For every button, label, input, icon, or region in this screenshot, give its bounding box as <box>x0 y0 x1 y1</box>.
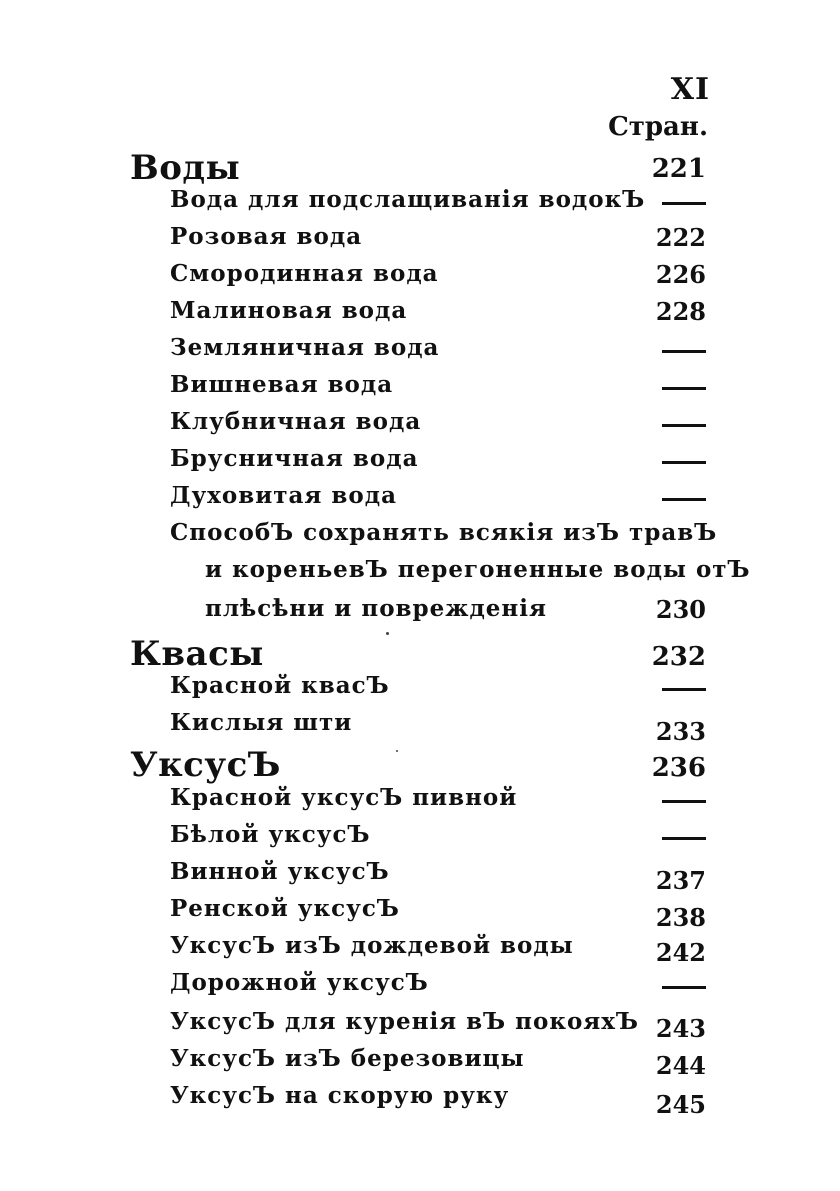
entry-page: 222 <box>655 223 706 252</box>
ditto-dash <box>662 688 706 691</box>
entry-label: СпособЪ сохранять всякія изЪ травЪ <box>170 519 718 546</box>
entry-label: Дорожной уксусЪ <box>170 969 429 996</box>
toc-entry <box>0 186 840 220</box>
entry-label: плѣсѣни и поврежденія <box>205 595 547 622</box>
entry-page: 226 <box>655 260 706 289</box>
entry-page: 238 <box>655 903 706 932</box>
entry-page: 244 <box>655 1051 706 1080</box>
entry-label: Земляничная вода <box>170 334 440 361</box>
ditto-dash <box>662 387 706 390</box>
toc-section-kvasy <box>0 634 840 674</box>
toc-entry <box>0 672 840 706</box>
toc-entry <box>0 821 840 855</box>
section-title: УксусЪ <box>130 745 281 785</box>
entry-page: 242 <box>655 938 706 967</box>
toc-entry-continuation <box>0 556 840 590</box>
toc-entry <box>0 223 840 257</box>
toc-entry <box>0 1008 840 1042</box>
entry-label: Духовитая вода <box>170 482 397 509</box>
toc-entry <box>0 260 840 294</box>
toc-entry <box>0 371 840 405</box>
toc-section-uksus <box>0 745 840 785</box>
toc-entry <box>0 445 840 479</box>
toc-section-vody <box>0 148 840 188</box>
toc-entry <box>0 408 840 442</box>
entry-label: Вода для подслащиванія водокЪ <box>170 186 646 213</box>
entry-label: Красной уксусЪ пивной <box>170 784 518 811</box>
entry-label: УксусЪ для куренія вЪ покояхЪ <box>170 1008 639 1035</box>
entry-label: УксусЪ изЪ дождевой воды <box>170 932 574 959</box>
entry-page: 245 <box>655 1090 706 1119</box>
entry-label: Брусничная вода <box>170 445 419 472</box>
toc-entry <box>0 1045 840 1079</box>
paper-speck <box>386 632 389 635</box>
ditto-dash <box>662 498 706 501</box>
section-title: Воды <box>130 148 241 188</box>
toc-entry-continuation <box>0 595 840 629</box>
toc-entry-multiline <box>0 519 840 553</box>
ditto-dash <box>662 986 706 989</box>
section-page: 236 <box>651 753 706 783</box>
ditto-dash <box>662 424 706 427</box>
page-number: XI <box>670 72 710 107</box>
page-column-heading: Стран. <box>608 112 708 142</box>
ditto-dash <box>662 800 706 803</box>
ditto-dash <box>662 202 706 205</box>
entry-label: Кислыя шти <box>170 709 353 736</box>
toc-entry <box>0 932 840 966</box>
ditto-dash <box>662 350 706 353</box>
toc-entry <box>0 1082 840 1119</box>
entry-page: 237 <box>655 866 706 895</box>
entry-label: и кореньевЪ перегоненные воды отЪ <box>205 556 751 583</box>
entry-label: Клубничная вода <box>170 408 422 435</box>
toc-entry <box>0 895 840 932</box>
entry-label: Малиновая вода <box>170 297 408 324</box>
entry-page: 243 <box>655 1014 706 1043</box>
entry-label: Красной квасЪ <box>170 672 390 699</box>
section-page: 221 <box>651 154 706 184</box>
toc-entry <box>0 858 840 895</box>
entry-page: 230 <box>655 595 706 624</box>
entry-label: УксусЪ на скорую руку <box>170 1082 510 1109</box>
entry-label: Розовая вода <box>170 223 363 250</box>
ditto-dash <box>662 461 706 464</box>
entry-label: Смородинная вода <box>170 260 439 287</box>
toc-entry <box>0 334 840 368</box>
toc-entry <box>0 709 840 746</box>
ditto-dash <box>662 837 706 840</box>
entry-label: Винной уксусЪ <box>170 858 390 885</box>
section-title: Квасы <box>130 634 264 674</box>
entry-label: Ренской уксусЪ <box>170 895 400 922</box>
toc-entry <box>0 297 840 331</box>
entry-page: 228 <box>655 297 706 326</box>
section-page: 232 <box>651 642 706 672</box>
entry-label: Вишневая вода <box>170 371 394 398</box>
toc-entry <box>0 784 840 818</box>
toc-entry <box>0 482 840 516</box>
paper-speck <box>396 750 398 752</box>
entry-label: УксусЪ изЪ березовицы <box>170 1045 525 1072</box>
entry-label: Бѣлой уксусЪ <box>170 821 371 848</box>
toc-entry <box>0 969 840 1003</box>
entry-page: 233 <box>655 717 706 746</box>
